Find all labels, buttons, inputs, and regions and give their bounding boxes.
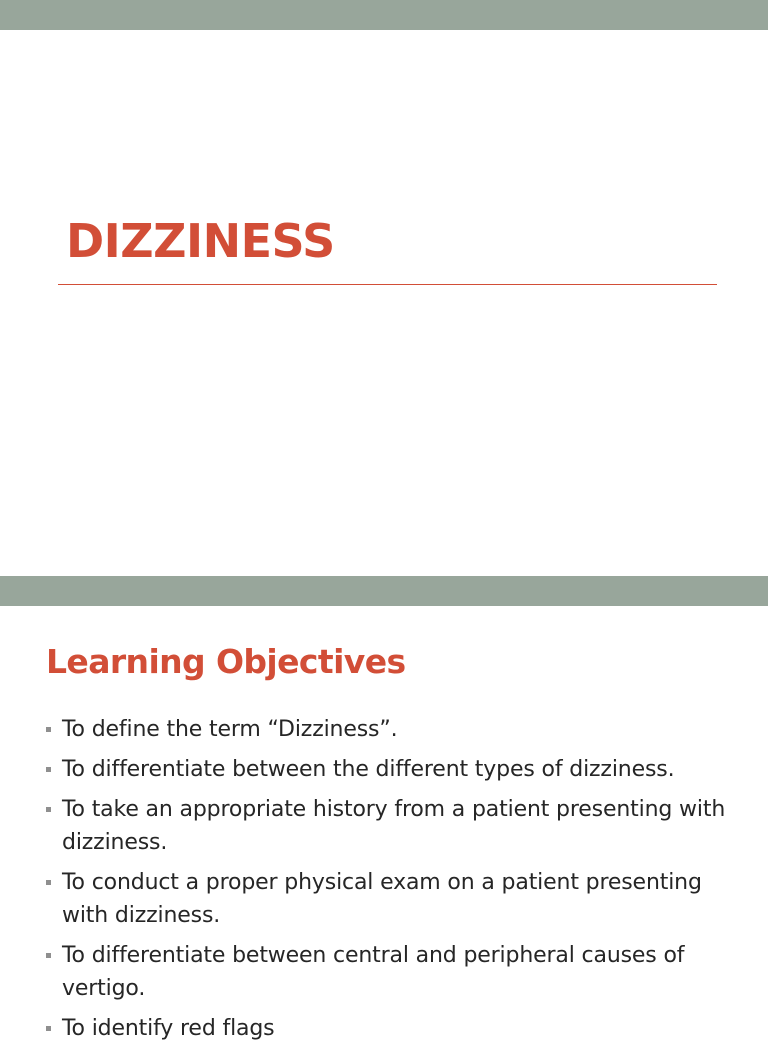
objective-text: To conduct a proper physical exam on a patient presenting with dizziness. xyxy=(62,870,702,928)
objective-item xyxy=(46,793,746,859)
slide2-title: Learning Objectives xyxy=(46,642,406,681)
square-bullet-icon xyxy=(46,807,51,812)
slide2-top-band xyxy=(0,576,768,606)
square-bullet-icon xyxy=(46,1026,51,1031)
objective-item xyxy=(46,939,746,1005)
objectives-list xyxy=(46,713,746,1052)
objective-item xyxy=(46,753,746,786)
objective-text: To define the term “Dizziness”. xyxy=(62,717,398,742)
square-bullet-icon xyxy=(46,953,51,958)
objective-item xyxy=(46,713,746,746)
slide1-title: DIZZINESS xyxy=(66,214,335,268)
objective-item xyxy=(46,866,746,932)
objective-text: To take an appropriate history from a patient presenting with dizziness. xyxy=(62,797,726,855)
objective-item xyxy=(46,1012,746,1045)
slide1-top-band xyxy=(0,0,768,30)
slide1-title-underline xyxy=(58,284,717,285)
objective-text: To identify red flags xyxy=(62,1016,275,1041)
objective-text: To differentiate between central and peripheral causes of vertigo. xyxy=(62,943,685,1001)
objective-text: To differentiate between the different types of dizziness. xyxy=(62,757,675,782)
square-bullet-icon xyxy=(46,880,51,885)
square-bullet-icon xyxy=(46,767,51,772)
square-bullet-icon xyxy=(46,727,51,732)
